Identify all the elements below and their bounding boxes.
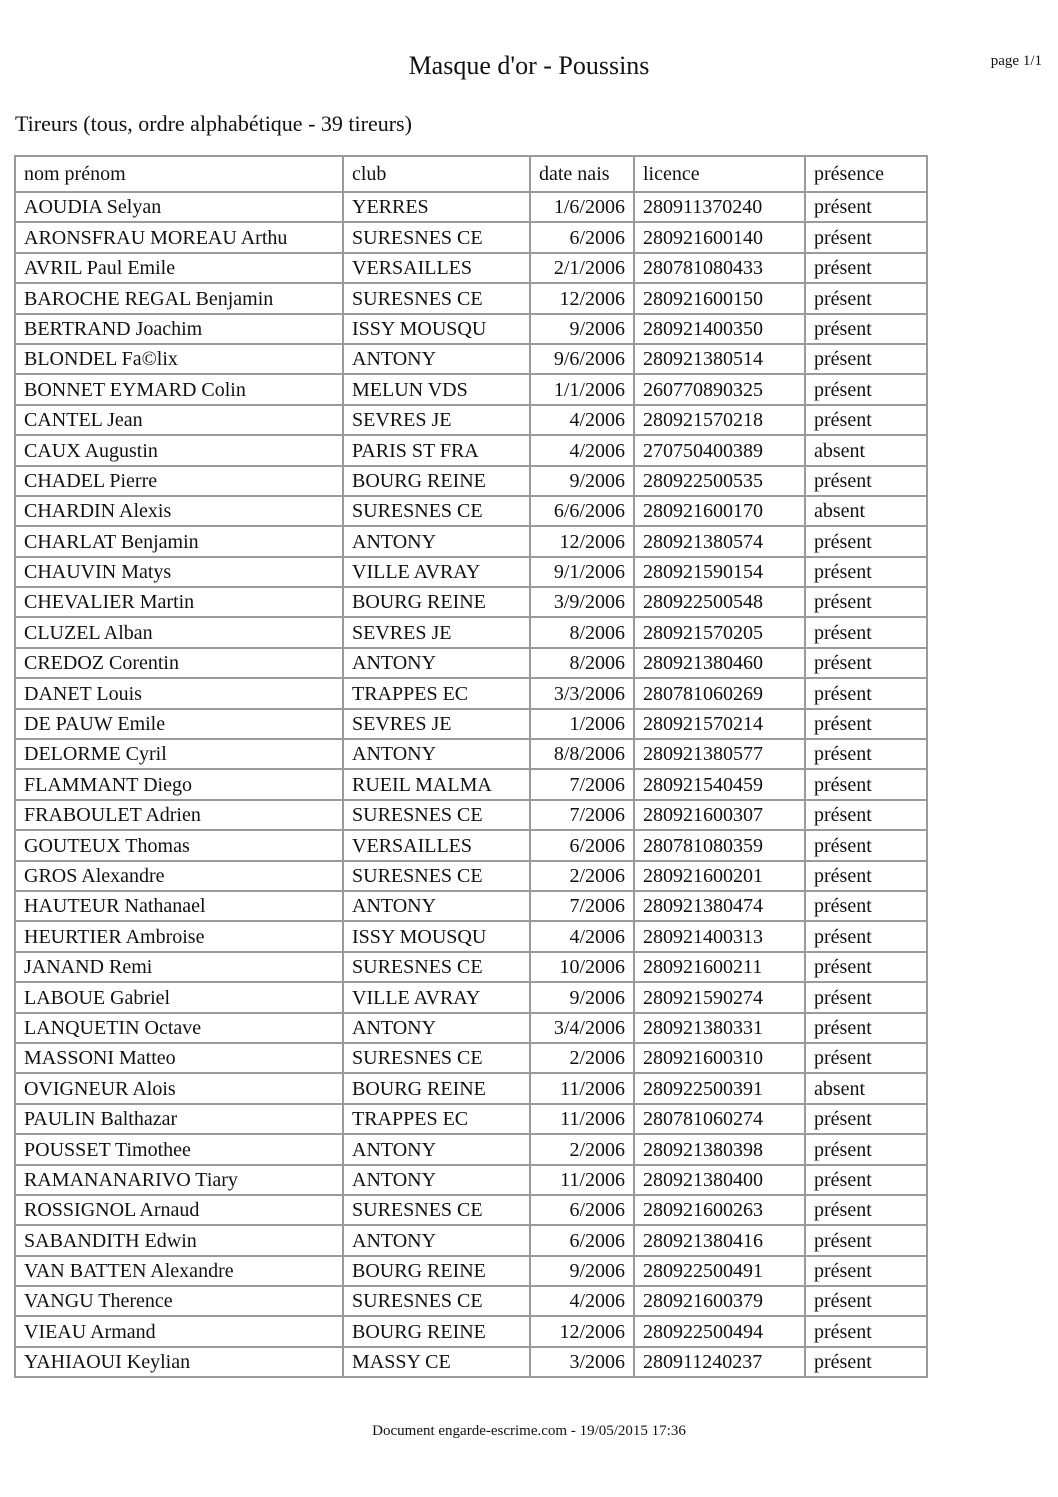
- cell-club: BOURG REINE: [343, 1256, 530, 1286]
- table-row: [15, 405, 927, 435]
- cell-licence: 280921600201: [634, 861, 805, 891]
- cell-birth-date: 1/2006: [530, 709, 634, 739]
- cell-name: CHADEL Pierre: [15, 466, 343, 496]
- cell-presence: présent: [805, 1225, 927, 1255]
- cell-name: HEURTIER Ambroise: [15, 921, 343, 951]
- cell-presence: présent: [805, 526, 927, 556]
- table-row: [15, 1134, 927, 1164]
- cell-club: RUEIL MALMA: [343, 769, 530, 799]
- document-title: Masque d'or - Poussins: [408, 51, 650, 80]
- cell-presence: présent: [805, 1195, 927, 1225]
- cell-licence: 280922500391: [634, 1073, 805, 1103]
- cell-licence: 280922500494: [634, 1316, 805, 1346]
- cell-club: SEVRES JE: [343, 709, 530, 739]
- cell-club: SURESNES CE: [343, 283, 530, 313]
- cell-name: HAUTEUR Nathanael: [15, 891, 343, 921]
- cell-licence: 280921570218: [634, 405, 805, 435]
- cell-club: ANTONY: [343, 1134, 530, 1164]
- cell-licence: 280921600307: [634, 800, 805, 830]
- cell-birth-date: 7/2006: [530, 769, 634, 799]
- cell-presence: présent: [805, 1013, 927, 1043]
- table-row: [15, 283, 927, 313]
- cell-name: AOUDIA Selyan: [15, 192, 343, 222]
- cell-birth-date: 2/2006: [530, 861, 634, 891]
- cell-licence: 280921380474: [634, 891, 805, 921]
- cell-licence: 280921380574: [634, 526, 805, 556]
- cell-name: CHEVALIER Martin: [15, 587, 343, 617]
- table-row: [15, 374, 927, 404]
- cell-presence: présent: [805, 466, 927, 496]
- cell-name: BERTRAND Joachim: [15, 314, 343, 344]
- cell-presence: présent: [805, 283, 927, 313]
- cell-club: SEVRES JE: [343, 617, 530, 647]
- table-row: [15, 253, 927, 283]
- cell-birth-date: 6/2006: [530, 1225, 634, 1255]
- table-row: [15, 314, 927, 344]
- cell-club: ANTONY: [343, 1013, 530, 1043]
- cell-name: OVIGNEUR Alois: [15, 1073, 343, 1103]
- header-licence: licence: [634, 156, 805, 192]
- cell-name: YAHIAOUI Keylian: [15, 1347, 343, 1377]
- header-club: club: [343, 156, 530, 192]
- cell-name: MASSONI Matteo: [15, 1043, 343, 1073]
- cell-licence: 280921380400: [634, 1165, 805, 1195]
- cell-club: ANTONY: [343, 891, 530, 921]
- cell-licence: 280921540459: [634, 769, 805, 799]
- table-row: [15, 526, 927, 556]
- cell-birth-date: 8/2006: [530, 648, 634, 678]
- cell-presence: présent: [805, 709, 927, 739]
- cell-name: POUSSET Timothee: [15, 1134, 343, 1164]
- cell-club: PARIS ST FRA: [343, 435, 530, 465]
- cell-name: LANQUETIN Octave: [15, 1013, 343, 1043]
- page-number: page 1/1: [990, 53, 1042, 69]
- table-row: [15, 709, 927, 739]
- table-row: [15, 192, 927, 222]
- table-row: [15, 830, 927, 860]
- cell-presence: présent: [805, 1256, 927, 1286]
- cell-club: ANTONY: [343, 1225, 530, 1255]
- cell-presence: absent: [805, 496, 927, 526]
- cell-presence: présent: [805, 800, 927, 830]
- table-row: [15, 648, 927, 678]
- cell-name: DELORME Cyril: [15, 739, 343, 769]
- cell-club: SURESNES CE: [343, 1286, 530, 1316]
- cell-club: SURESNES CE: [343, 800, 530, 830]
- cell-presence: présent: [805, 952, 927, 982]
- cell-birth-date: 9/1/2006: [530, 557, 634, 587]
- section-title: Tireurs (tous, ordre alphabétique - 39 tireurs): [15, 111, 412, 136]
- cell-presence: présent: [805, 253, 927, 283]
- cell-birth-date: 1/6/2006: [530, 192, 634, 222]
- cell-licence: 260770890325: [634, 374, 805, 404]
- cell-birth-date: 4/2006: [530, 1286, 634, 1316]
- cell-presence: présent: [805, 617, 927, 647]
- cell-name: PAULIN Balthazar: [15, 1104, 343, 1134]
- table-row: [15, 557, 927, 587]
- table-row: [15, 739, 927, 769]
- cell-presence: présent: [805, 222, 927, 252]
- header-presence: présence: [805, 156, 927, 192]
- cell-name: CLUZEL Alban: [15, 617, 343, 647]
- table-row: [15, 1347, 927, 1377]
- cell-presence: présent: [805, 830, 927, 860]
- table-row: [15, 1165, 927, 1195]
- cell-licence: 280921590154: [634, 557, 805, 587]
- table-row: [15, 466, 927, 496]
- footer-text: Document engarde-escrime.com - 19/05/2015 17:36: [372, 1423, 686, 1439]
- cell-birth-date: 2/1/2006: [530, 253, 634, 283]
- cell-licence: 280922500491: [634, 1256, 805, 1286]
- cell-birth-date: 4/2006: [530, 405, 634, 435]
- cell-name: CAUX Augustin: [15, 435, 343, 465]
- cell-club: ANTONY: [343, 526, 530, 556]
- cell-birth-date: 9/6/2006: [530, 344, 634, 374]
- cell-licence: 280921600170: [634, 496, 805, 526]
- table-row: [15, 1286, 927, 1316]
- cell-club: SURESNES CE: [343, 1195, 530, 1225]
- table-row: [15, 982, 927, 1012]
- cell-birth-date: 9/2006: [530, 1256, 634, 1286]
- cell-licence: 280921380514: [634, 344, 805, 374]
- cell-birth-date: 8/2006: [530, 617, 634, 647]
- cell-presence: présent: [805, 587, 927, 617]
- cell-club: ANTONY: [343, 648, 530, 678]
- cell-club: BOURG REINE: [343, 587, 530, 617]
- cell-presence: présent: [805, 405, 927, 435]
- cell-name: CREDOZ Corentin: [15, 648, 343, 678]
- cell-club: ANTONY: [343, 1165, 530, 1195]
- cell-presence: présent: [805, 739, 927, 769]
- cell-presence: présent: [805, 344, 927, 374]
- cell-birth-date: 3/3/2006: [530, 678, 634, 708]
- cell-presence: présent: [805, 1165, 927, 1195]
- cell-birth-date: 9/2006: [530, 314, 634, 344]
- cell-name: CHARLAT Benjamin: [15, 526, 343, 556]
- cell-licence: 280922500535: [634, 466, 805, 496]
- cell-club: MELUN VDS: [343, 374, 530, 404]
- table-row: [15, 1104, 927, 1134]
- cell-presence: présent: [805, 1104, 927, 1134]
- table-header-row: [15, 156, 927, 192]
- cell-birth-date: 6/2006: [530, 830, 634, 860]
- cell-birth-date: 6/2006: [530, 222, 634, 252]
- cell-birth-date: 11/2006: [530, 1073, 634, 1103]
- cell-licence: 280922500548: [634, 587, 805, 617]
- cell-birth-date: 9/2006: [530, 982, 634, 1012]
- cell-name: ARONSFRAU MOREAU Arthu: [15, 222, 343, 252]
- table-row: [15, 1225, 927, 1255]
- cell-birth-date: 6/2006: [530, 1195, 634, 1225]
- table-row: [15, 1316, 927, 1346]
- cell-club: VERSAILLES: [343, 830, 530, 860]
- cell-licence: 280921600263: [634, 1195, 805, 1225]
- cell-licence: 280921380398: [634, 1134, 805, 1164]
- cell-presence: présent: [805, 1043, 927, 1073]
- cell-licence: 280921600140: [634, 222, 805, 252]
- cell-presence: présent: [805, 314, 927, 344]
- cell-licence: 280921600310: [634, 1043, 805, 1073]
- cell-licence: 280921570214: [634, 709, 805, 739]
- cell-presence: présent: [805, 1134, 927, 1164]
- table-row: [15, 861, 927, 891]
- table-row: [15, 1256, 927, 1286]
- cell-presence: présent: [805, 861, 927, 891]
- cell-birth-date: 6/6/2006: [530, 496, 634, 526]
- table-body: [15, 192, 927, 1377]
- cell-licence: 280911370240: [634, 192, 805, 222]
- cell-presence: présent: [805, 557, 927, 587]
- cell-presence: présent: [805, 374, 927, 404]
- cell-licence: 280921380577: [634, 739, 805, 769]
- cell-presence: présent: [805, 1286, 927, 1316]
- cell-birth-date: 12/2006: [530, 526, 634, 556]
- table-row: [15, 952, 927, 982]
- cell-birth-date: 7/2006: [530, 891, 634, 921]
- cell-presence: présent: [805, 921, 927, 951]
- cell-name: VANGU Therence: [15, 1286, 343, 1316]
- cell-club: TRAPPES EC: [343, 1104, 530, 1134]
- cell-birth-date: 2/2006: [530, 1043, 634, 1073]
- cell-licence: 280911240237: [634, 1347, 805, 1377]
- cell-club: SURESNES CE: [343, 222, 530, 252]
- cell-club: VERSAILLES: [343, 253, 530, 283]
- table-row: [15, 769, 927, 799]
- cell-club: ISSY MOUSQU: [343, 314, 530, 344]
- cell-licence: 280921380331: [634, 1013, 805, 1043]
- table-row: [15, 921, 927, 951]
- cell-name: VAN BATTEN Alexandre: [15, 1256, 343, 1286]
- cell-licence: 280921400350: [634, 314, 805, 344]
- cell-name: BLONDEL Fa©lix: [15, 344, 343, 374]
- cell-presence: présent: [805, 1347, 927, 1377]
- cell-name: DANET Louis: [15, 678, 343, 708]
- cell-birth-date: 4/2006: [530, 921, 634, 951]
- cell-club: MASSY CE: [343, 1347, 530, 1377]
- cell-name: CANTEL Jean: [15, 405, 343, 435]
- table-row: [15, 1013, 927, 1043]
- cell-birth-date: 4/2006: [530, 435, 634, 465]
- cell-presence: présent: [805, 648, 927, 678]
- cell-presence: présent: [805, 769, 927, 799]
- cell-licence: 270750400389: [634, 435, 805, 465]
- cell-licence: 280781080433: [634, 253, 805, 283]
- table-row: [15, 1043, 927, 1073]
- header-name: nom prénom: [15, 156, 343, 192]
- table-row: [15, 891, 927, 921]
- cell-licence: 280921590274: [634, 982, 805, 1012]
- cell-licence: 280921380460: [634, 648, 805, 678]
- cell-birth-date: 12/2006: [530, 283, 634, 313]
- cell-presence: présent: [805, 678, 927, 708]
- table-row: [15, 678, 927, 708]
- cell-club: SURESNES CE: [343, 861, 530, 891]
- cell-licence: 280921570205: [634, 617, 805, 647]
- cell-licence: 280781060269: [634, 678, 805, 708]
- cell-licence: 280781080359: [634, 830, 805, 860]
- cell-club: ANTONY: [343, 344, 530, 374]
- table-row: [15, 587, 927, 617]
- cell-name: SABANDITH Edwin: [15, 1225, 343, 1255]
- cell-birth-date: 7/2006: [530, 800, 634, 830]
- cell-name: BONNET EYMARD Colin: [15, 374, 343, 404]
- cell-name: GOUTEUX Thomas: [15, 830, 343, 860]
- cell-name: FLAMMANT Diego: [15, 769, 343, 799]
- cell-name: AVRIL Paul Emile: [15, 253, 343, 283]
- cell-club: BOURG REINE: [343, 1073, 530, 1103]
- cell-club: SEVRES JE: [343, 405, 530, 435]
- table-row: [15, 800, 927, 830]
- cell-name: LABOUE Gabriel: [15, 982, 343, 1012]
- cell-birth-date: 3/2006: [530, 1347, 634, 1377]
- table-row: [15, 435, 927, 465]
- cell-licence: 280781060274: [634, 1104, 805, 1134]
- cell-birth-date: 11/2006: [530, 1104, 634, 1134]
- cell-name: RAMANANARIVO Tiary: [15, 1165, 343, 1195]
- cell-presence: présent: [805, 982, 927, 1012]
- cell-club: YERRES: [343, 192, 530, 222]
- cell-name: GROS Alexandre: [15, 861, 343, 891]
- table-row: [15, 344, 927, 374]
- cell-name: BAROCHE REGAL Benjamin: [15, 283, 343, 313]
- table-row: [15, 222, 927, 252]
- cell-club: ANTONY: [343, 739, 530, 769]
- cell-licence: 280921600379: [634, 1286, 805, 1316]
- cell-birth-date: 12/2006: [530, 1316, 634, 1346]
- cell-licence: 280921600150: [634, 283, 805, 313]
- cell-name: VIEAU Armand: [15, 1316, 343, 1346]
- table-row: [15, 1073, 927, 1103]
- cell-club: SURESNES CE: [343, 496, 530, 526]
- cell-presence: absent: [805, 435, 927, 465]
- cell-birth-date: 8/8/2006: [530, 739, 634, 769]
- cell-presence: présent: [805, 192, 927, 222]
- cell-name: DE PAUW Emile: [15, 709, 343, 739]
- fencers-table: [14, 155, 928, 1378]
- cell-name: FRABOULET Adrien: [15, 800, 343, 830]
- cell-club: ISSY MOUSQU: [343, 921, 530, 951]
- cell-birth-date: 3/9/2006: [530, 587, 634, 617]
- cell-licence: 280921400313: [634, 921, 805, 951]
- cell-licence: 280921380416: [634, 1225, 805, 1255]
- cell-name: JANAND Remi: [15, 952, 343, 982]
- cell-name: ROSSIGNOL Arnaud: [15, 1195, 343, 1225]
- cell-licence: 280921600211: [634, 952, 805, 982]
- header-birth-date: date nais: [530, 156, 634, 192]
- cell-presence: présent: [805, 891, 927, 921]
- cell-birth-date: 11/2006: [530, 1165, 634, 1195]
- cell-presence: absent: [805, 1073, 927, 1103]
- cell-club: VILLE AVRAY: [343, 557, 530, 587]
- table-row: [15, 1195, 927, 1225]
- cell-club: SURESNES CE: [343, 1043, 530, 1073]
- cell-club: BOURG REINE: [343, 1316, 530, 1346]
- cell-birth-date: 2/2006: [530, 1134, 634, 1164]
- table-row: [15, 496, 927, 526]
- cell-birth-date: 10/2006: [530, 952, 634, 982]
- cell-birth-date: 1/1/2006: [530, 374, 634, 404]
- cell-birth-date: 3/4/2006: [530, 1013, 634, 1043]
- cell-club: BOURG REINE: [343, 466, 530, 496]
- table-row: [15, 617, 927, 647]
- cell-club: TRAPPES EC: [343, 678, 530, 708]
- cell-club: VILLE AVRAY: [343, 982, 530, 1012]
- cell-name: CHAUVIN Matys: [15, 557, 343, 587]
- cell-birth-date: 9/2006: [530, 466, 634, 496]
- cell-club: SURESNES CE: [343, 952, 530, 982]
- cell-name: CHARDIN Alexis: [15, 496, 343, 526]
- cell-presence: présent: [805, 1316, 927, 1346]
